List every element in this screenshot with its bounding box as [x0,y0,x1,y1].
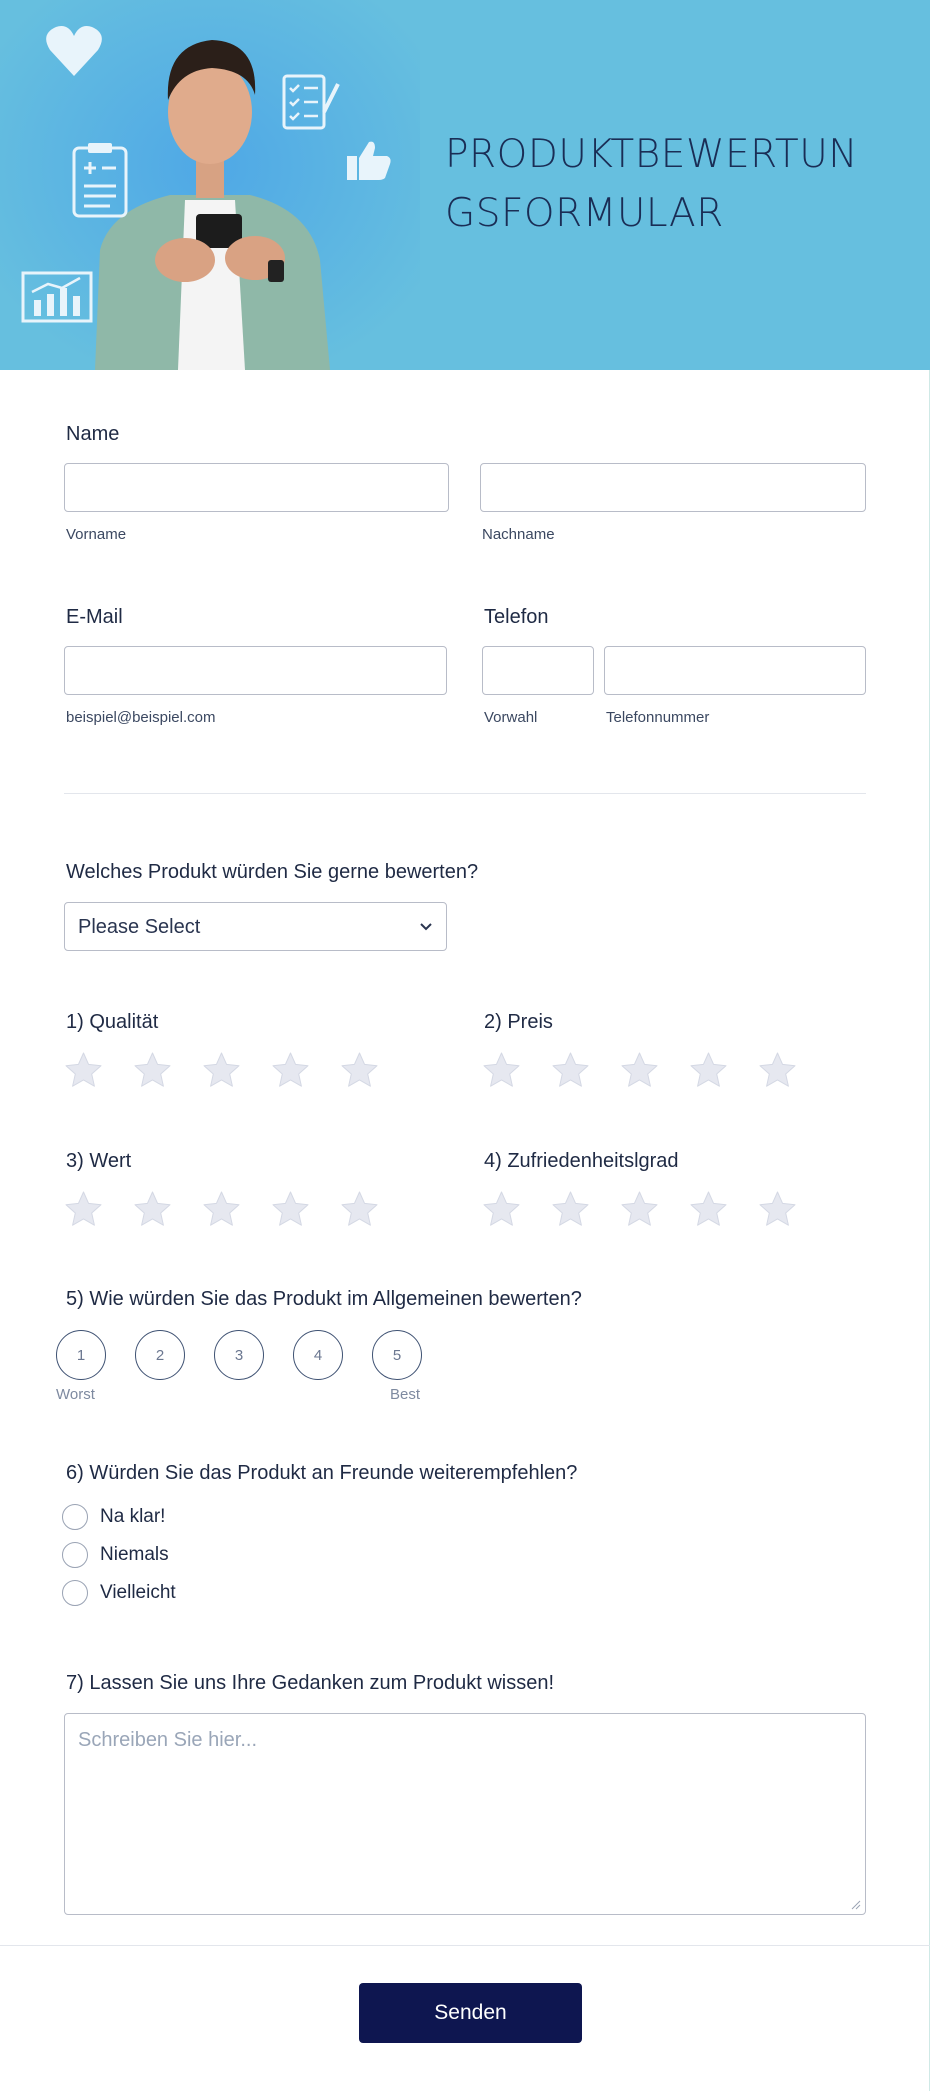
last-name-sublabel: Nachname [482,526,555,543]
form-header [0,0,930,370]
resize-handle-icon[interactable] [851,1900,861,1910]
radio-option-never[interactable] [62,1542,169,1568]
star-icon[interactable] [758,1051,797,1090]
star-icon[interactable] [551,1190,590,1229]
thoughts-textarea[interactable] [64,1713,866,1915]
price-rating-label: 2) Preis [484,1011,553,1033]
thoughts-question: 7) Lassen Sie uns Ihre Gedanken zum Produkt wissen! [66,1672,555,1694]
radio-button[interactable] [62,1580,88,1606]
star-icon[interactable] [551,1051,590,1090]
radio-option-label: Na klar! [100,1506,166,1527]
area-code-input[interactable] [482,646,594,695]
star-icon[interactable] [689,1190,728,1229]
value-star-rating[interactable] [64,1190,379,1229]
email-input[interactable] [64,646,447,695]
chart-icon [20,270,94,330]
phone-number-sublabel: Telefonnummer [606,709,710,726]
chevron-down-icon [418,918,434,934]
radio-option-maybe[interactable] [62,1580,176,1606]
star-icon[interactable] [340,1190,379,1229]
star-icon[interactable] [271,1051,310,1090]
textarea-placeholder: Schreiben Sie hier... [78,1729,257,1751]
phone-label: Telefon [484,606,549,628]
first-name-sublabel: Vorname [66,526,127,543]
email-label: E-Mail [66,606,123,628]
clipboard-icon [70,140,130,220]
scale-option-2[interactable]: 2 [135,1330,185,1380]
star-icon[interactable] [758,1190,797,1229]
satisfaction-star-rating[interactable] [482,1190,797,1229]
star-icon[interactable] [271,1190,310,1229]
last-name-input[interactable] [480,463,866,512]
scale-low-label: Worst [56,1386,95,1403]
name-label: Name [66,423,120,445]
star-icon[interactable] [202,1051,241,1090]
overall-scale-question: 5) Wie würden Sie das Produkt im Allgemeinen bewerten? [66,1288,582,1310]
thumbs-up-icon [345,138,393,182]
scale-high-label: Best [390,1386,421,1403]
area-code-sublabel: Vorwahl [484,709,538,726]
scale-option-3[interactable]: 3 [214,1330,264,1380]
page-title: PRODUKTBEWERTUNGSFORMULAR [445,132,858,236]
quality-rating-label: 1) Qualität [66,1011,159,1033]
footer-divider [0,1945,930,1946]
star-icon[interactable] [340,1051,379,1090]
satisfaction-rating-label: 4) Zufriedenheitslgrad [484,1150,679,1172]
email-sublabel: beispiel@beispiel.com [66,709,216,726]
section-divider [64,793,866,794]
star-icon[interactable] [133,1190,172,1229]
checklist-icon [280,72,342,132]
star-icon[interactable] [689,1051,728,1090]
quality-star-rating[interactable] [64,1051,379,1090]
star-icon[interactable] [482,1190,521,1229]
product-question: Welches Produkt würden Sie gerne bewerten? [66,861,479,883]
star-icon[interactable] [202,1190,241,1229]
overall-scale [56,1330,422,1380]
star-icon[interactable] [133,1051,172,1090]
radio-option-sure[interactable] [62,1504,165,1530]
rating-form [0,370,930,2091]
first-name-input[interactable] [64,463,449,512]
submit-button[interactable]: Senden [359,1983,582,2043]
phone-number-input[interactable] [604,646,866,695]
scale-option-1[interactable]: 1 [56,1330,106,1380]
heart-icon [44,22,104,80]
scale-option-4[interactable]: 4 [293,1330,343,1380]
value-rating-label: 3) Wert [66,1150,132,1172]
radio-button[interactable] [62,1504,88,1530]
star-icon[interactable] [64,1190,103,1229]
product-select-value: Please Select [78,916,201,938]
recommend-question: 6) Würden Sie das Produkt an Freunde weiterempfehlen? [66,1462,578,1484]
radio-option-label: Vielleicht [100,1582,176,1603]
star-icon[interactable] [620,1051,659,1090]
star-icon[interactable] [482,1051,521,1090]
radio-button[interactable] [62,1542,88,1568]
price-star-rating[interactable] [482,1051,797,1090]
product-select[interactable] [64,902,447,951]
radio-option-label: Niemals [100,1544,169,1565]
star-icon[interactable] [620,1190,659,1229]
scale-option-5[interactable]: 5 [372,1330,422,1380]
star-icon[interactable] [64,1051,103,1090]
